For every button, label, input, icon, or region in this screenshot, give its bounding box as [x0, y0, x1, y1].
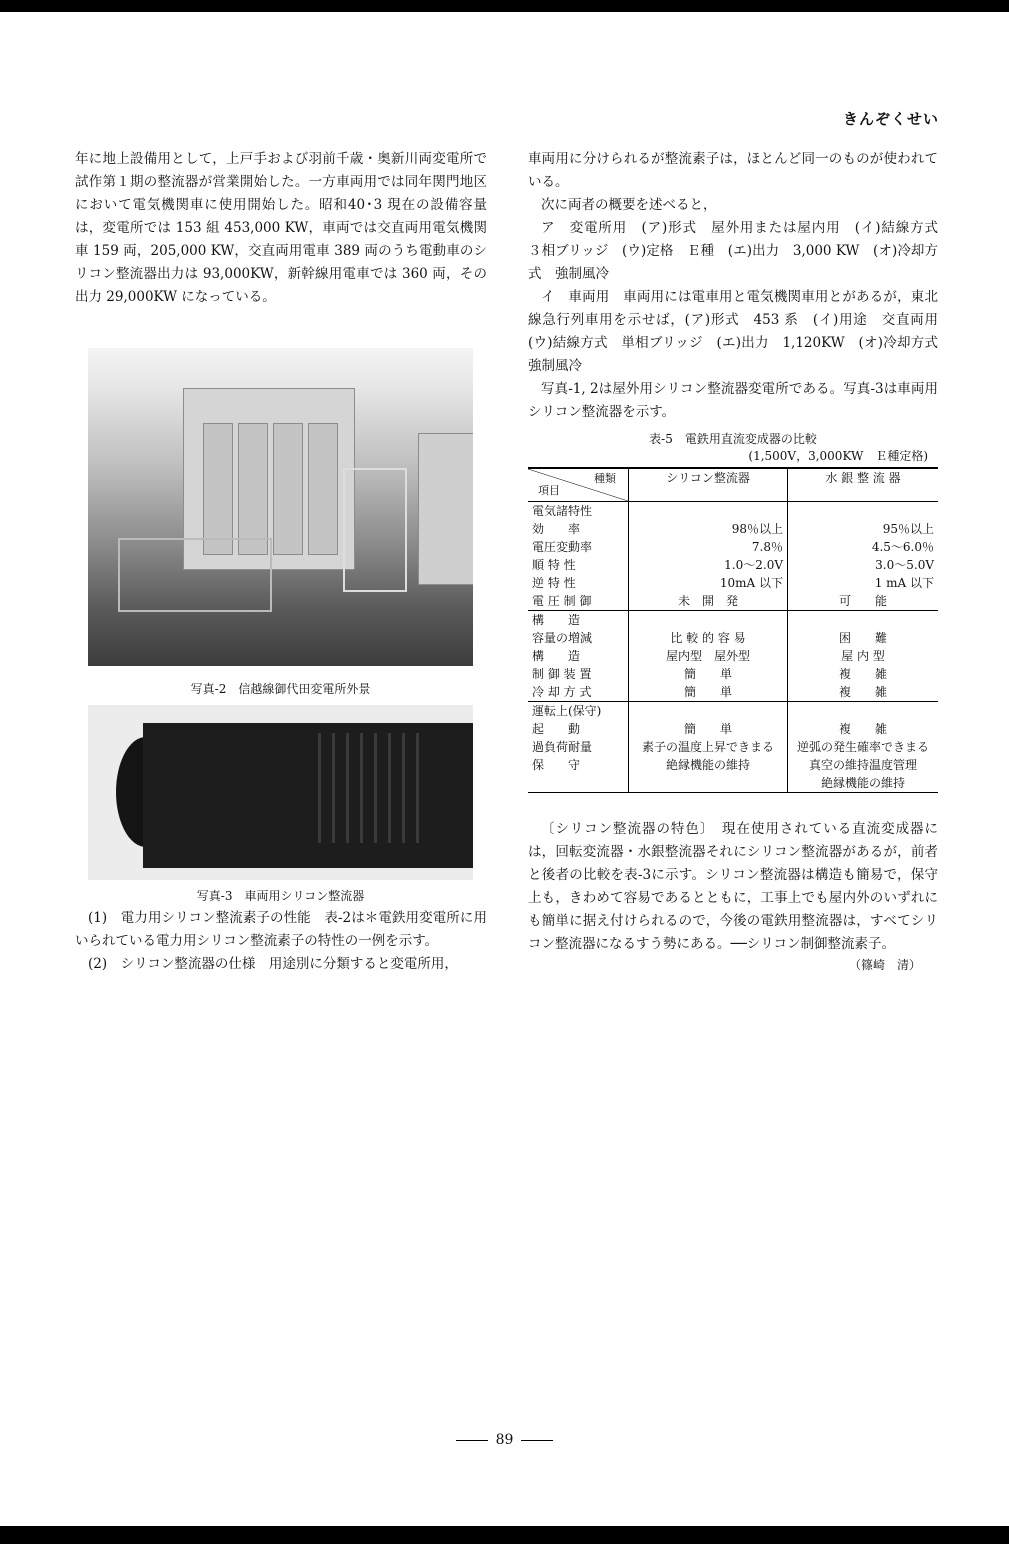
running-header: きんぞくせい: [842, 110, 939, 128]
table-cell-item: 保 守: [528, 756, 629, 774]
table-section-row: [528, 611, 938, 630]
table-row: [528, 629, 938, 647]
left-column: [75, 148, 487, 309]
table-cell-mercury: 絶縁機能の維持: [788, 774, 939, 793]
table-cell-silicon: 絶縁機能の維持: [629, 756, 788, 774]
header-kind: 種類: [594, 472, 616, 485]
table-cell-mercury: 1 mA 以下: [874, 576, 934, 590]
table-row: [528, 738, 938, 756]
right-paragraph-1: 車両用に分けられるが整流素子は，ほとんど同一のものが使われている。: [528, 151, 938, 190]
table-cell-mercury: 複 雑: [838, 667, 887, 681]
photo2-caption: 写真-2 信越線御代田変電所外景: [190, 682, 371, 696]
table-row: [528, 556, 938, 574]
header-silicon: シリコン整流器: [629, 468, 788, 502]
table-row: [528, 574, 938, 592]
table-body: [528, 502, 938, 793]
table-cell-empty: [788, 702, 939, 721]
table-cell-silicon: 98％以上: [629, 520, 788, 538]
table-cell-item: 制 御 装 置: [528, 665, 629, 683]
table-cell-silicon: 屋内型 屋外型: [629, 647, 788, 665]
photo-substation: [88, 348, 473, 666]
table-cell-mercury: 3.0～5.0V: [875, 558, 934, 572]
table-cell-mercury: 可 能: [838, 594, 887, 608]
table-header-diagonal: [528, 468, 629, 502]
table-row: [528, 592, 938, 611]
table-row: [528, 520, 938, 538]
table-cell-item: 順 特 性: [528, 556, 629, 574]
bottom-border: [0, 1526, 1009, 1544]
table-section-name: 運転上(保守): [528, 702, 629, 721]
photo-vehicle-rectifier: [88, 705, 473, 880]
page-number-dash-right: [521, 1440, 553, 1441]
table-cell-item: 冷 却 方 式: [528, 683, 629, 702]
right-bottom: [528, 818, 938, 956]
right-paragraph-2: 次に両者の概要を述べると，: [541, 197, 717, 213]
table-cell-silicon: 7.8％: [629, 538, 788, 556]
table-cell-silicon: 簡 単: [629, 720, 788, 738]
comparison-table: [528, 467, 938, 793]
table-cell-silicon: 1.0～2.0V: [629, 556, 788, 574]
left-bottom: [75, 907, 487, 976]
table-row: [528, 720, 938, 738]
table-cell-mercury: 屋 内 型: [841, 649, 885, 663]
header-mercury: 水 銀 整 流 器: [788, 468, 939, 502]
table-section-name: 電気諸特性: [528, 502, 629, 521]
top-border: [0, 0, 1009, 12]
author-signature: （篠崎 清）: [848, 958, 921, 972]
table-row: [528, 774, 938, 793]
table-cell-item: 過負荷耐量: [528, 738, 629, 756]
table-cell-empty: [629, 702, 788, 721]
table-section-row: [528, 702, 938, 721]
right-paragraph-3: ア 変電所用 (ア)形式 屋外用または屋内用 (イ)結線方式 ３相ブリッジ (ウ)定格 Ｅ種 (エ)出力 3,000 KW (オ)冷却方式 強制風冷: [528, 220, 952, 282]
table-cell-empty: [788, 502, 939, 521]
table-caption: [528, 430, 938, 464]
right-paragraph-4: イ 車両用 車両用には電車用と電気機関車用とがあるが，東北線急行列車用を示せば，(ア)形式 453 系 (イ)用途 交直両用 (ウ)結線方式 単相ブリッジ (エ)出力 1,120KW (オ)冷却方式 強制風冷: [528, 289, 952, 374]
table-section-name: 構 造: [528, 611, 629, 630]
right-column: [528, 148, 952, 424]
table-row: [528, 683, 938, 702]
table-header-row: [528, 468, 938, 502]
table-cell-silicon: 比 較 的 容 易: [629, 629, 788, 647]
table-cell-empty: [788, 611, 939, 630]
table-cell-mercury: 困 難: [838, 631, 887, 645]
table-cell-silicon: 素子の温度上昇できまる: [629, 738, 788, 756]
table-row: [528, 647, 938, 665]
table-cell-mercury: 真空の維持温度管理: [808, 758, 917, 772]
table-cell-item: 起 動: [528, 720, 629, 738]
table-cell-item: [528, 774, 629, 793]
right-paragraph-5: 写真-1, 2は屋外用シリコン整流器変電所である。写真-3は車両用シリコン整流器を示す。: [528, 381, 938, 420]
table-cell-mercury: 4.5～6.0％: [871, 540, 934, 554]
table-cell-item: 構 造: [528, 647, 629, 665]
table-cell-item: 容量の増減: [528, 629, 629, 647]
right-bottom-paragraph: 〔シリコン整流器の特色〕 現在使用されている直流変成器には，回転変流器・水銀整流器それにシリコン整流器があるが，前者と後者の比較を表-3に示す。シリコン整流器は構造も簡易で，保守上も，きわめて容易であるとともに，工事上でも屋内外のいずれにも簡単に据え付けられるので，今後の電鉄用整流器は，すべてシリコン整流器になるすう勢にある。──シリコン制御整流素子。: [528, 821, 938, 952]
table-cell-item: 電 圧 制 御: [528, 592, 629, 611]
table-cell-silicon: 未 開 発: [629, 592, 788, 611]
table-row: [528, 756, 938, 774]
page-number-dash-left: [456, 1440, 488, 1441]
table-cell-silicon: [629, 774, 788, 793]
table-cell-empty: [629, 502, 788, 521]
table-subtitle: (1,500V，3,000KW Ｅ種定格): [748, 449, 928, 463]
table-cell-mercury: 複 雑: [838, 685, 887, 699]
table-cell-silicon: 10mA 以下: [629, 574, 788, 592]
table-cell-mercury: 逆弧の発生確率できまる: [796, 740, 929, 754]
table-cell-item: 逆 特 性: [528, 574, 629, 592]
photo3-caption: 写真-3 車両用シリコン整流器: [196, 889, 365, 903]
table-cell-mercury: 複 雑: [838, 722, 887, 736]
left-bottom-paragraph-2: (2) シリコン整流器の仕様 用途別に分類すると変電所用，: [88, 956, 458, 972]
table-cell-silicon: 簡 単: [629, 665, 788, 683]
left-bottom-paragraph-1: (1) 電力用シリコン整流素子の性能 表-2は＊電鉄用変電所に用いられている電力用シリコン整流素子の特性の一例を示す。: [75, 910, 487, 949]
table-cell-item: 電圧変動率: [528, 538, 629, 556]
table-cell-mercury: 95％以上: [882, 522, 934, 536]
page-number: [0, 1432, 1009, 1448]
table-cell-item: 効 率: [528, 520, 629, 538]
table-cell-empty: [629, 611, 788, 630]
table-title: 表-5 電鉄用直流変成器の比較: [649, 432, 817, 446]
header-item: 項目: [538, 484, 560, 497]
page-number-value: 89: [495, 1432, 514, 1448]
left-paragraph-1: 年に地上設備用として，上戸手および羽前千歳・奥新川両変電所で試作第１期の整流器が営業開始した。一方車両用では同年関門地区において電気機関車に使用開始した。昭和40･3 現在の設備容量は，変電所では 153 組 453,000 KW，車両では交直両用電気機関車 159 両，205,000 KW，交直両用電車 389 両のうち電動車のシリコン整流器出力は 93,000KW，新幹線用電車では 360 両，その出力 29,000KW になっている。: [75, 151, 487, 305]
table-row: [528, 538, 938, 556]
table-section-row: [528, 502, 938, 521]
table-cell-silicon: 簡 単: [629, 683, 788, 702]
table-row: [528, 665, 938, 683]
